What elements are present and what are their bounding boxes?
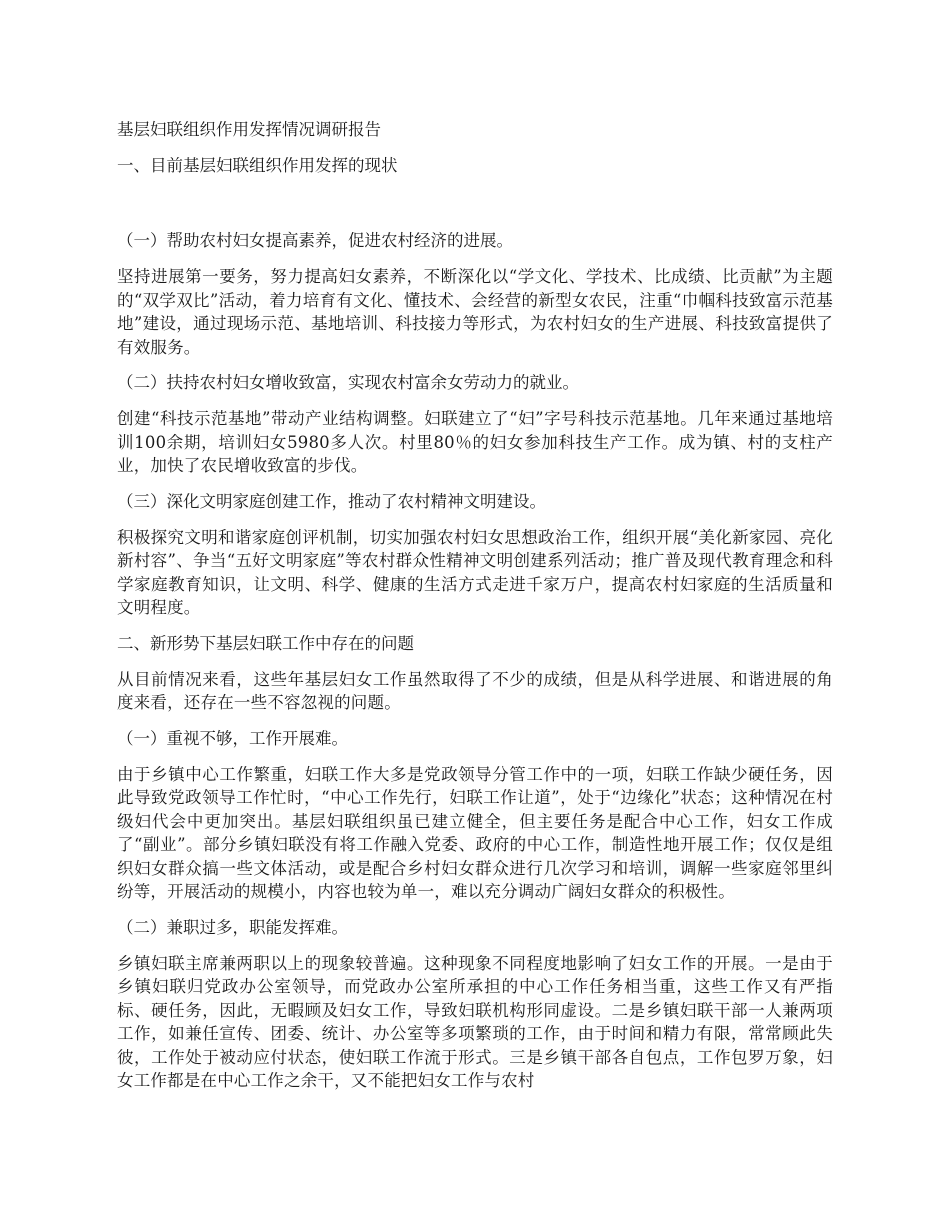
subsection-heading-1: （一）帮助农村妇女提高素养，促进农村经济的进展。 (117, 231, 513, 250)
subsection-heading-5: （二）兼职过多，职能发挥难。 (117, 917, 348, 937)
section-heading-1: 一、目前基层妇联组织作用发挥的现状 (117, 156, 398, 175)
paragraph-2: 创建“科技示范基地”带动产业结构调整。妇联建立了“妇”字号科技示范基地。几年来通过基地培训100余期，培训妇女5980多人次。村里80％的妇女参加科技生产工作。成为镇、村的支柱产业，加快了农民增收致富的步伐。 (117, 409, 833, 475)
paragraph-5: 由于乡镇中心工作繁重，妇联工作大多是党政领导分管工作中的一项，妇联工作缺少硬任务，因此导致党政领导工作忙时，“中心工作先行，妇联工作让道”，处于“边缘化”状态；这种情况在村级妇代会中更加突出。基层妇联组织虽已建立健全，但主要任务是配合中心工作，妇女工作成了“副业”。部分乡镇妇联没有将工作融入党委、政府的中心工作，制造性地开展工作；仅仅是组织妇女群众搞一些文体活动，或是配合乡村妇女群众进行几次学习和培训，调解一些家庭邻里纠纷等，开展活动的规模小，内容也较为单一，难以充分调动广阔妇女群众的积极性。 (117, 764, 833, 901)
paragraph-6: 乡镇妇联主席兼两职以上的现象较普遍。这种现象不同程度地影响了妇女工作的开展。一是由于乡镇妇联归党政办公室领导，而党政办公室所承担的中心工作任务相当重，这些工作又有严指标、硬任务，因此，无暇顾及妇女工作，导致妇联机构形同虚设。二是乡镇妇联干部一人兼两项工作，如兼任宣传、团委、统计、办公室等多项繁琐的工作，由于时间和精力有限，常常顾此失彼，工作处于被动应付状态，使妇联工作流于形式。三是乡镇干部各自包点，工作包罗万象，妇女工作都是在中心工作之余干，又不能把妇女工作与农村 (117, 953, 833, 1090)
document-page (117, 118, 833, 1093)
section-heading-2: 二、新形势下基层妇联工作中存在的问题 (117, 633, 414, 653)
document-title: 基层妇联组织作用发挥情况调研报告 (117, 120, 381, 139)
subsection-heading-3: （三）深化文明家庭创建工作，推动了农村精神文明建设。 (117, 491, 546, 511)
paragraph-3: 积极探究文明和谐家庭创评机制，切实加强农村妇女思想政治工作，组织开展“美化新家园、亮化新村容”、争当“五好文明家庭”等农村群众性精神文明创建系列活动；推广普及现代教育理念和科学家庭教育知识，让文明、科学、健康的生活方式走进千家万户，提高农村妇家庭的生活质量和文明程度。 (117, 527, 833, 617)
subsection-heading-2: （二）扶持农村妇女增收致富，实现农村富余女劳动力的就业。 (117, 373, 579, 392)
paragraph-4: 从目前情况来看，这些年基层妇女工作虽然取得了不少的成绩，但是从科学进展、和谐进展的角度来看，还存在一些不容忽视的问题。 (117, 669, 833, 712)
subsection-heading-4: （一）重视不够，工作开展难。 (117, 728, 348, 748)
paragraph-1: 坚持进展第一要务，努力提高妇女素养，不断深化以“学文化、学技术、比成绩、比贡献”为主题的“双学双比”活动，着力培育有文化、懂技术、会经营的新型女农民，注重“巾帼科技致富示范基地”建设，通过现场示范、基地培训、科技接力等形式，为农村妇女的生产进展、科技致富提供了有效服务。 (117, 267, 833, 357)
